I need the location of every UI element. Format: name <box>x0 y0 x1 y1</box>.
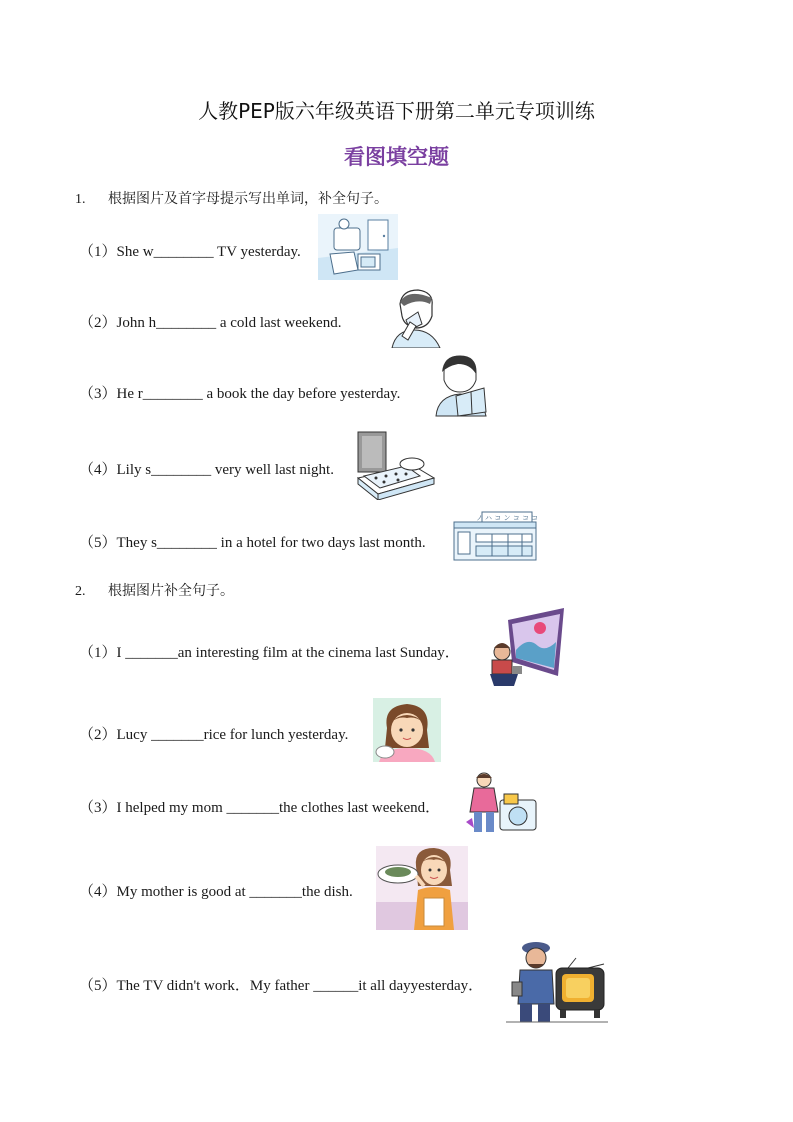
watching-tv-picture <box>318 214 398 280</box>
eating-girl-picture <box>373 698 441 762</box>
reading-boy-picture <box>434 354 488 418</box>
question-text: （4）My mother is good at _______the dish. <box>79 884 353 900</box>
question-text: （1）She w________ TV yesterday. <box>79 244 301 260</box>
question-text: （5）The TV didn't work．My father ______it all dayyesterday． <box>79 978 484 994</box>
question-text: （4）Lily s________ very well last night. <box>79 462 334 478</box>
page-title: 人教PEP版六年级英语下册第二单元专项训练 <box>198 99 595 123</box>
hotel-sign-text: ノ ハ コ ン コ コ コ <box>475 514 538 522</box>
section-instruction: 根据图片补全句子。 <box>108 583 234 599</box>
section-2-heading <box>75 580 234 600</box>
question-text: （2）Lucy _______rice for lunch yesterday. <box>79 727 349 743</box>
section-number: 1. <box>75 192 86 207</box>
question-text: （5）They s________ in a hotel for two days last month. <box>79 535 426 551</box>
question-text: （3）He r________ a book the day before yesterday. <box>79 386 401 402</box>
hotel-picture <box>452 510 538 562</box>
question-text: （1）I _______an interesting film at the cinema last Sunday． <box>79 645 460 661</box>
section-number: 2. <box>75 584 86 599</box>
washing-clothes-picture <box>462 770 540 836</box>
cooking-mother-picture <box>376 846 468 930</box>
sleeping-bed-picture <box>354 430 436 500</box>
cinema-picture <box>488 606 568 688</box>
cold-man-picture <box>388 286 444 348</box>
section-1-heading <box>75 188 388 208</box>
question-text: （2）John h________ a cold last weekend. <box>79 315 342 331</box>
question-text: （3）I helped my mom _______the clothes last weekend． <box>79 800 441 816</box>
page-subtitle: 看图填空题 <box>344 145 449 169</box>
fixing-tv-picture <box>506 938 608 1024</box>
section-instruction: 根据图片及首字母提示写出单词，补全句子。 <box>108 191 388 207</box>
